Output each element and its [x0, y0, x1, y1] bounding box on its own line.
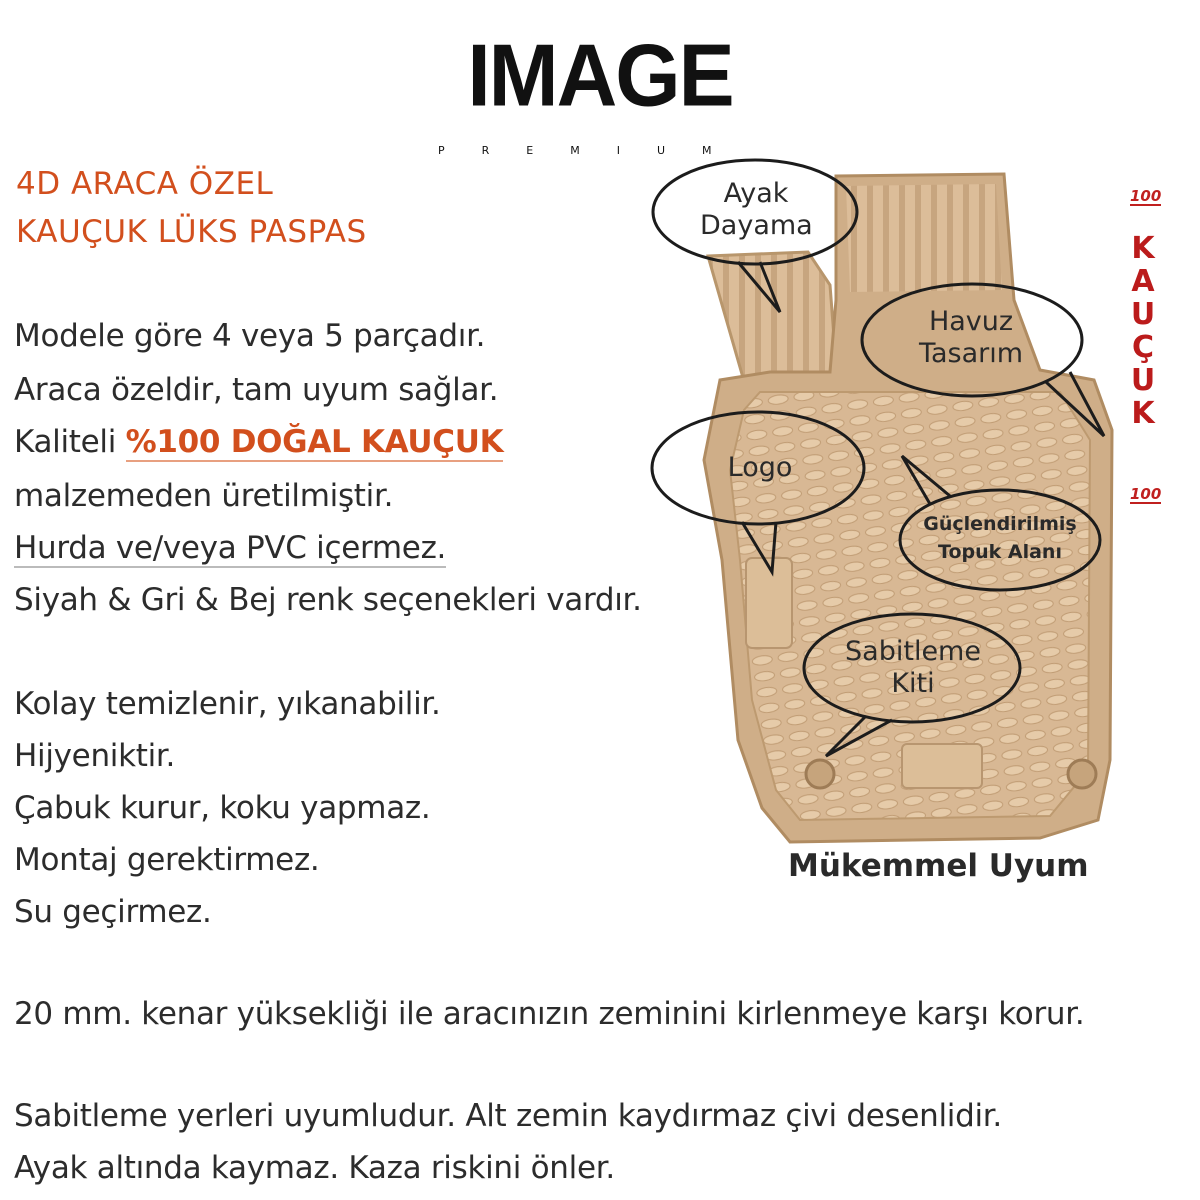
hundred-emoji-bottom: 100: [1130, 485, 1162, 503]
callout-text: Topuk Alanı: [938, 541, 1062, 563]
callout-text: Güçlendirilmiş: [923, 513, 1077, 535]
care-line: Çabuk kurur, koku yapmaz.: [14, 790, 431, 826]
fixing-text-line: Sabitleme yerleri uyumludur. Alt zemin kaydırmaz çivi desenlidir.: [14, 1098, 1002, 1134]
logo-word: IMAGE: [467, 25, 733, 125]
callout-text: Kiti: [891, 668, 935, 699]
fixing-text-line: Ayak altında kaymaz. Kaza riskini önler.: [14, 1150, 615, 1186]
heel-pad: [902, 744, 982, 788]
feature-line: malzemeden üretilmiştir.: [14, 478, 394, 514]
callout-foot-rest: [700, 178, 812, 242]
callout-logo: Logo: [727, 452, 793, 483]
badge-letter: A: [1131, 264, 1155, 299]
edge-height-text: 20 mm. kenar yüksekliği ile aracınızın zeminini kirlenmeye karşı korur.: [14, 996, 1085, 1032]
fixing-hole-left: [806, 760, 834, 788]
callout-text: Sabitleme: [845, 636, 981, 667]
callout-text: Havuz: [928, 306, 1014, 337]
feature-line: Araca özeldir, tam uyum sağlar.: [14, 372, 499, 408]
badge-letter: U: [1130, 363, 1156, 398]
feature-line: Modele göre 4 veya 5 parçadır.: [14, 318, 486, 354]
badge-letter: Ç: [1131, 330, 1155, 365]
care-line: Montaj gerektirmez.: [14, 842, 320, 878]
callout-pool-design: [906, 306, 1036, 370]
badge-letter: K: [1131, 396, 1155, 431]
quality-prefix: Kaliteli: [14, 424, 126, 460]
no-pvc-text: Hurda ve/veya PVC içermez.: [14, 530, 447, 566]
callout-text: Tasarım: [918, 338, 1024, 369]
headline-line-2: KAUÇUK LÜKS PASPAS: [16, 214, 367, 250]
callout-text: Ayak: [723, 178, 789, 209]
badge-letter: U: [1130, 297, 1156, 332]
logo-subtitle: PREMIUM: [438, 144, 749, 157]
fixing-hole-right: [1068, 760, 1096, 788]
mat-top-ribs: [846, 184, 1002, 292]
care-line: Kolay temizlenir, yıkanabilir.: [14, 686, 441, 722]
perfect-fit-caption: Mükemmel Uyum: [788, 848, 1089, 884]
rubber-vertical-text: [1128, 232, 1158, 430]
callout-fixing-kit: [828, 636, 998, 700]
care-line: Hijyeniktir.: [14, 738, 176, 774]
feature-line: Siyah & Gri & Bej renk seçenekleri vardır.: [14, 582, 642, 618]
logo-pad: [746, 558, 792, 648]
badge-letter: K: [1131, 231, 1155, 266]
headline-line-1: 4D ARACA ÖZEL: [16, 166, 274, 202]
hundred-emoji-top: 100: [1130, 187, 1162, 205]
callout-heel-area: [910, 510, 1090, 566]
care-line: Su geçirmez.: [14, 894, 212, 930]
callout-text: Dayama: [700, 210, 813, 241]
natural-rubber-highlight: %100 DOĞAL KAUÇUK: [125, 424, 504, 460]
